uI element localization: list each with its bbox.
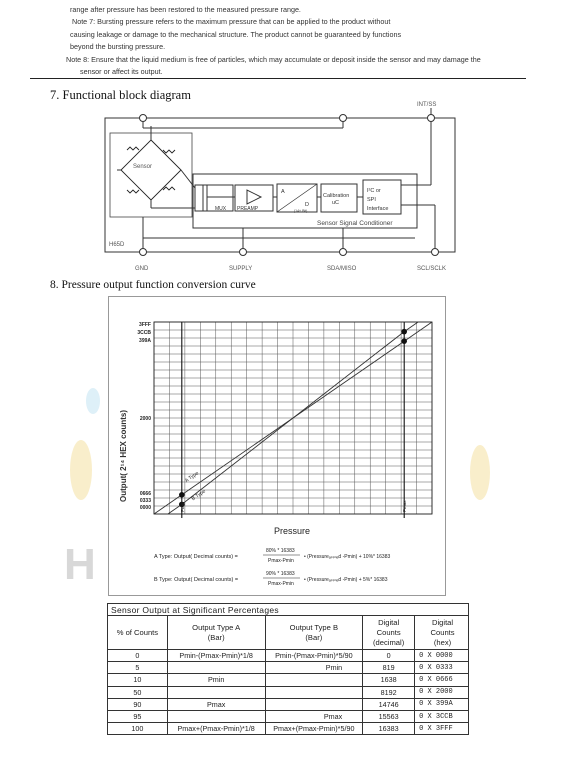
int-ss-label: INT/SS (417, 102, 437, 108)
table-cell-pct: 95 (108, 710, 168, 722)
table-cell-hex: 0 X 399A (415, 698, 469, 710)
table-cell-hex: 0 X 3CCB (415, 710, 469, 722)
formula-a-rest: • (Pressureₐₚₚₗᵢₑd -Pmin) + 10%* 16383 (304, 554, 391, 560)
watermark-fragment (470, 445, 490, 500)
data-point (401, 338, 407, 344)
table-cell-dec: 16383 (363, 723, 415, 735)
table-cell-hex: 0 X 2000 (415, 686, 469, 698)
y-tick-label: 3CCB (137, 330, 151, 336)
table-cell-pct: 10 (108, 674, 168, 686)
table-cell-a (167, 686, 265, 698)
y-tick-label: 399A (139, 338, 151, 344)
y-tick-label: 0333 (139, 498, 151, 504)
table-cell-pct: 90 (108, 698, 168, 710)
note-line: beyond the bursting pressure. (70, 42, 166, 52)
table-cell-a: Pmax (167, 698, 265, 710)
table-cell-pct: 5 (108, 662, 168, 674)
table-cell-dec: 15563 (363, 710, 415, 722)
mux-label: MUX (215, 206, 227, 212)
sensor-output-table (107, 603, 469, 735)
ad-label-a: A (281, 189, 285, 195)
table-cell-a (167, 662, 265, 674)
table-cell-a: Pmin (167, 674, 265, 686)
data-point (401, 329, 407, 335)
formula-b-denominator: Pmax-Pmin (268, 581, 294, 587)
table-cell-dec: 0 (363, 650, 415, 662)
table-cell-b: Pmax+(Pmax-Pmin)*5/90 (265, 723, 363, 735)
formula-b-rest: • (Pressureₐₚₚₗᵢₑd -Pmin) + 5%* 16383 (304, 577, 388, 583)
data-point (179, 492, 185, 498)
table-row (108, 662, 469, 674)
table-cell-dec: 1638 (363, 674, 415, 686)
header-type-b: Output Type B (Bar) (265, 616, 363, 650)
x-tick-label: Pmin (179, 501, 185, 512)
note-line: Note 8: Ensure that the liquid medium is free of particles, which may accumulate or deposit inside the sensor and may damage the (66, 54, 481, 64)
note-line: Note 7: Bursting pressure refers to the maximum pressure that can be applied to the product without (72, 17, 391, 27)
table-cell-b: Pmax (265, 710, 363, 722)
table-cell-a (167, 710, 265, 722)
sensor-label: Sensor (133, 164, 153, 170)
section-heading: 7. Functional block diagram (50, 88, 191, 102)
table-cell-a: Pmin-(Pmax-Pmin)*1/8 (167, 650, 265, 662)
formula-b-label: B Type: Output( Decimal counts) = (154, 577, 239, 583)
table-cell-dec: 819 (363, 662, 415, 674)
watermark-fragment (86, 388, 100, 414)
x-axis-label: Pressure (273, 526, 311, 536)
calibration-uc-label: uC (332, 200, 340, 206)
formula-a (154, 548, 390, 564)
formula-a-denominator: Pmax-Pmin (268, 558, 294, 564)
table-cell-b (265, 686, 363, 698)
y-tick-label: 2000 (139, 415, 151, 422)
table-row (108, 686, 469, 698)
gnd-label: GND (135, 266, 149, 272)
table-cell-b (265, 698, 363, 710)
table-row (108, 698, 469, 710)
formula-a-numerator: 80% * 16383 (266, 548, 295, 554)
table-row (108, 723, 469, 735)
table-cell-b (265, 674, 363, 686)
formula-a-label: A Type: Output( Decimal counts) = (154, 554, 238, 560)
divider (30, 78, 526, 79)
table-cell-hex: 0 X 0333 (415, 662, 469, 674)
series-label-b: B Type (190, 488, 207, 503)
table-row (108, 650, 469, 662)
table-cell-hex: 0 X 0666 (415, 674, 469, 686)
sda-label: SDA/MISO (327, 266, 357, 272)
h65d-label: H65D (109, 242, 125, 248)
table-cell-pct: 0 (108, 650, 168, 662)
interface-label-1: I²C or (367, 188, 381, 194)
note-line: sensor or affect its output. (80, 67, 163, 77)
calibration-label: Calibration (323, 193, 350, 199)
x-tick-label: Pmax (402, 500, 408, 512)
table-title: Sensor Output at Significant Percentages (108, 604, 469, 616)
header-type-a: Output Type A (Bar) (167, 616, 265, 650)
table-cell-pct: 50 (108, 686, 168, 698)
interface-label-3: Interface (367, 206, 389, 212)
preamp-label: PREAMP (237, 206, 259, 212)
ad-bits-label: (14+ Bit) (294, 209, 308, 213)
series-label-a: A Type (184, 470, 200, 485)
header-decimal: Digital Counts (decimal) (363, 616, 415, 650)
table-cell-dec: 14746 (363, 698, 415, 710)
watermark-fragment (70, 440, 92, 500)
formula-b-numerator: 90% * 16383 (266, 571, 295, 577)
note-line: range after pressure has been restored to the measured pressure range. (70, 5, 301, 14)
table-cell-a: Pmax+(Pmax-Pmin)*1/8 (167, 723, 265, 735)
table-row (108, 674, 469, 686)
y-tick-label: 0000 (139, 505, 151, 511)
table-cell-pct: 100 (108, 723, 168, 735)
table-cell-b: Pmin (265, 662, 363, 674)
note-line: causing leakage or damage to the mechanical structure. The product cannot be guaranteed by functions (70, 29, 402, 39)
table-cell-dec: 8192 (363, 686, 415, 698)
table-cell-hex: 0 X 0000 (415, 650, 469, 662)
interface-label-2: SPI (367, 197, 376, 203)
notes (66, 4, 540, 78)
functional-block-diagram (95, 100, 470, 278)
ad-label-d: D (305, 202, 309, 208)
y-tick-label: 0666 (139, 491, 151, 497)
header-hex: Digital Counts (hex) (415, 616, 469, 650)
table-cell-hex: 0 X 3FFF (415, 723, 469, 735)
conditioner-label: Sensor Signal Conditioner (317, 220, 393, 227)
table-cell-b: Pmin-(Pmax-Pmin)*5/90 (265, 650, 363, 662)
header-pct: % of Counts (108, 616, 168, 650)
scl-label: SCL/SCLK (417, 266, 447, 272)
section-heading: 8. Pressure output function conversion curve (50, 279, 256, 291)
y-tick-label: 3FFF (139, 322, 151, 328)
supply-label: SUPPLY (229, 266, 253, 272)
formula-b (154, 571, 388, 587)
conversion-curve-chart (108, 296, 446, 596)
watermark-letter: H (64, 540, 96, 589)
table-row (108, 710, 469, 722)
y-axis-label: Output( 2¹⁴ HEX counts) (119, 410, 128, 502)
